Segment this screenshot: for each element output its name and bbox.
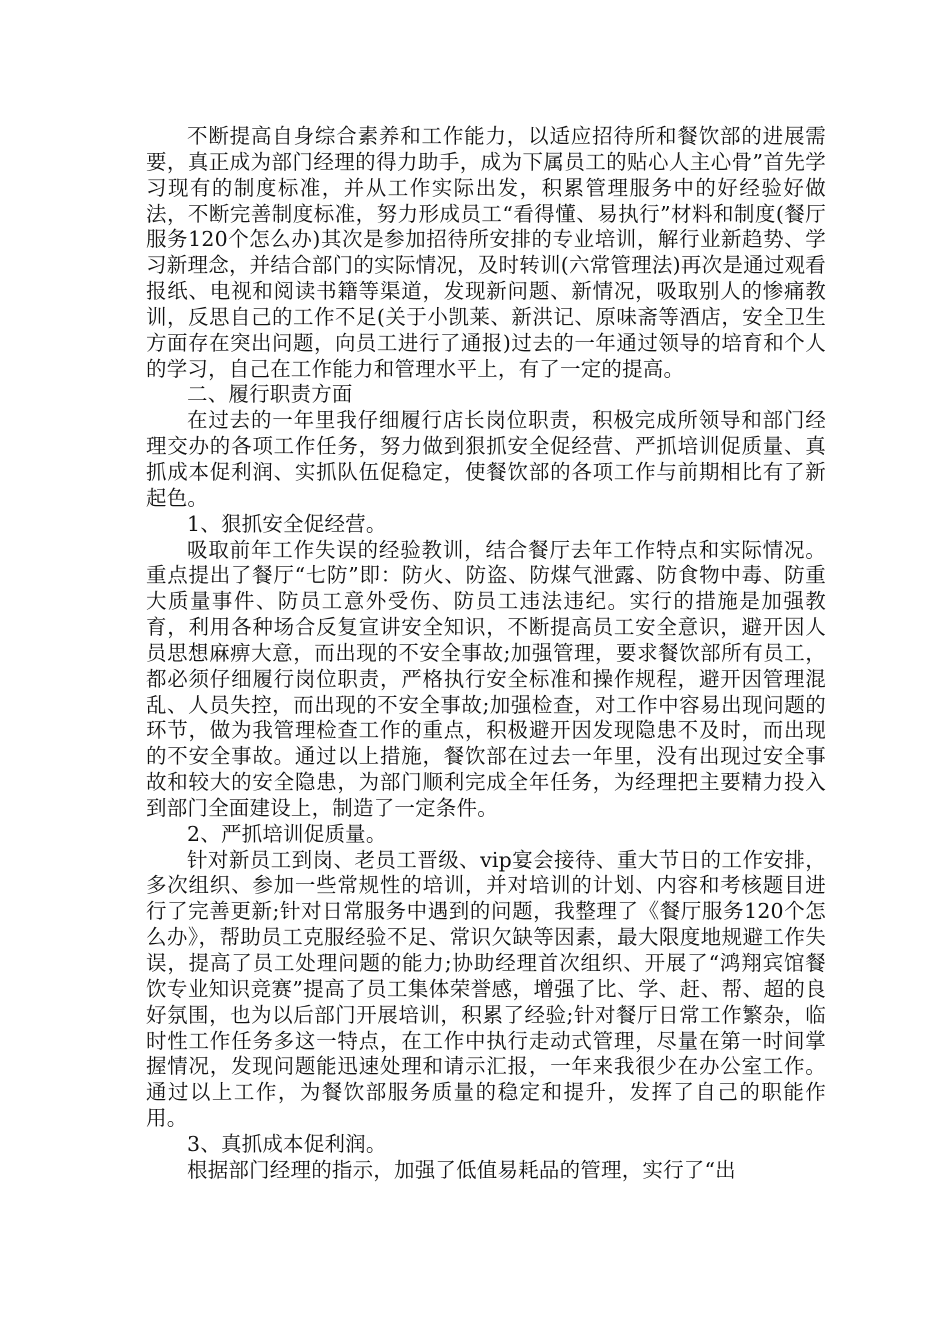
document-body	[146, 124, 826, 1184]
paragraph-cost: 根据部门经理的指示，加强了低值易耗品的管理，实行了“出	[187, 1157, 736, 1182]
paragraph-training: 针对新员工到岗、老员工晋级、vip宴会接待、重大节日的工作安排，多次组织、参加一些常规性的培训，并对培训的计划、内容和考核题目进行了完善更新;针对日常服务中遇到的问题，我整理了《餐厅服务120个怎么办》，帮助员工克服经验不足、常识欠缺等因素，最大限度地规避工作失误，提高了员工处理问题的能力;协助经理首次组织、开展了“鸿翔宾馆餐饮专业知识竞赛”提高了员工集体荣誉感，增强了比、学、赶、帮、超的良好氛围，也为以后部门开展培训，积累了经验;针对餐厅日常工作繁杂，临时性工作任务多这一特点，在工作中执行走动式管理，尽量在第一时间掌握情况，发现问题能迅速处理和请示汇报，一年来我很少在办公室工作。通过以上工作，为餐饮部服务质量的稳定和提升，发挥了自己的职能作用。	[146, 847, 826, 1131]
section-heading-duties: 二、履行职责方面	[187, 382, 353, 407]
subheading-cost: 3、真抓成本促利润。	[187, 1131, 387, 1156]
paragraph-safety: 吸取前年工作失误的经验教训，结合餐厅去年工作特点和实际情况。重点提出了餐厅“七防”即：防火、防盗、防煤气泄露、防食物中毒、防重大质量事件、防员工意外受伤、防员工违法违纪。实行的措施是加强教育，利用各种场合反复宣讲安全知识，不断提高员工安全意识，避开因人员思想麻痹大意，而出现的不安全事故;加强管理，要求餐饮部所有员工，都必须仔细履行岗位职责，严格执行安全标准和操作规程，避开因管理混乱、人员失控，而出现的不安全事故;加强检查，对工作中容易出现问题的环节，做为我管理检查工作的重点，积极避开因发现隐患不及时，而出现的不安全事故。通过以上措施，餐饮部在过去一年里，没有出现过安全事故和较大的安全隐患，为部门顺利完成全年任务，为经理把主要精力投入到部门全面建设上，制造了一定条件。	[146, 537, 826, 820]
subheading-safety: 1、狠抓安全促经营。	[187, 511, 387, 536]
paragraph-duties-intro: 在过去的一年里我仔细履行店长岗位职责，积极完成所领导和部门经理交办的各项工作任务，努力做到狠抓安全促经营、严抓培训促质量、真抓成本促利润、实抓队伍促稳定，使餐饮部的各项工作与前期相比有了新起色。	[146, 408, 826, 510]
subheading-training: 2、严抓培训促质量。	[187, 821, 387, 846]
paragraph-self-improvement: 不断提高自身综合素养和工作能力，以适应招待所和餐饮部的进展需要，真正成为部门经理的得力助手，成为下属员工的贴心人主心骨”首先学习现有的制度标准，并从工作实际出发，积累管理服务中的好经验好做法，不断完善制度标准，努力形成员工“看得懂、易执行”材料和制度(餐厅服务120个怎么办)其次是参加招待所安排的专业培训，解行业新趋势、学习新理念，并结合部门的实际情况，及时转训(六常管理法)再次是通过观看报纸、电视和阅读书籍等渠道，发现新问题、新情况，吸取别人的惨痛教训，反思自己的工作不足(关于小凯莱、新洪记、原味斋等酒店，安全卫生方面存在突出问题，向员工进行了通报)过去的一年通过领导的培育和个人的学习，自己在工作能力和管理水平上，有了一定的提高。	[146, 124, 826, 381]
